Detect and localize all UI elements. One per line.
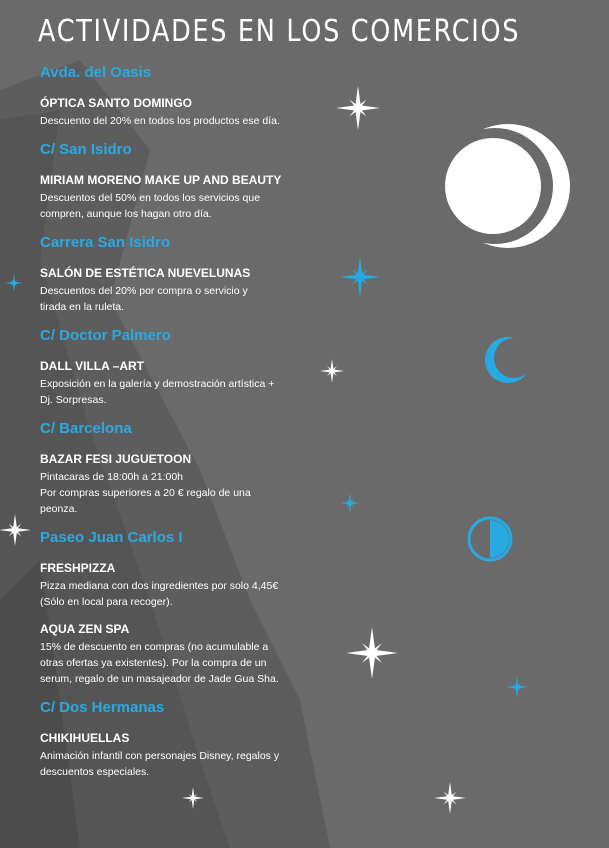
section-c-doctor-palmero	[40, 327, 310, 408]
section-carrera-san-isidro	[40, 234, 310, 315]
desc-line: Por compras superiores a 20 € regalo de una	[40, 487, 251, 499]
desc-line: 15% de descuento en compras (no acumulable a	[40, 641, 269, 653]
shop-entry	[40, 173, 310, 222]
section-c-barcelona	[40, 420, 310, 517]
shop-description	[40, 578, 310, 610]
section-paseo-juan-carlos-i	[40, 529, 310, 687]
desc-line: Descuentos del 50% en todos los servicios que	[40, 192, 261, 204]
shop-name: MIRIAM MORENO MAKE UP AND BEAUTY	[40, 173, 282, 187]
street-heading: Carrera San Isidro	[40, 234, 171, 251]
shop-description	[40, 376, 310, 408]
shop-description	[40, 190, 310, 222]
section-c-san-isidro	[40, 141, 310, 222]
street-heading: C/ San Isidro	[40, 141, 132, 158]
desc-line: otras ofertas ya existentes). Por la compra de un	[40, 657, 267, 669]
shop-entry	[40, 96, 310, 129]
section-c-dos-hermanas	[40, 699, 310, 780]
shop-name: FRESHPIZZA	[40, 561, 116, 575]
shop-entry	[40, 731, 310, 780]
shop-name: DALL VILLA –ART	[40, 359, 144, 373]
activities-list	[40, 64, 310, 792]
shop-entry	[40, 452, 310, 517]
street-heading: C/ Dos Hermanas	[40, 699, 165, 716]
page-title: ACTIVIDADES EN LOS COMERCIOS	[38, 14, 521, 49]
section-avda-del-oasis	[40, 64, 310, 129]
shop-name: BAZAR FESI JUGUETOON	[40, 452, 192, 466]
desc-line: Exposición en la galería y demostración artística +	[40, 378, 275, 390]
shop-entry	[40, 622, 310, 687]
shop-name: AQUA ZEN SPA	[40, 622, 130, 636]
shop-entry	[40, 359, 310, 408]
shop-description	[40, 113, 310, 129]
street-heading: C/ Barcelona	[40, 420, 132, 437]
desc-line: tirada en la ruleta.	[40, 301, 125, 313]
desc-line: Animación infantil con personajes Disney, regalos y	[40, 750, 280, 762]
desc-line: Pizza mediana con dos ingredientes por solo 4,45€	[40, 580, 279, 592]
shop-name: SALÓN DE ESTÉTICA NUEVELUNAS	[40, 266, 251, 280]
street-heading: C/ Doctor Palmero	[40, 327, 171, 344]
desc-line: serum, regalo de un masajeador de Jade Gua Sha.	[40, 673, 279, 685]
desc-line: descuentos especiales.	[40, 766, 150, 778]
desc-line: Dj. Sorpresas.	[40, 394, 107, 406]
shop-description	[40, 748, 310, 780]
shop-description	[40, 469, 310, 517]
desc-line: Descuentos del 20% por compra o servicio y	[40, 285, 248, 297]
shop-entry	[40, 561, 310, 610]
shop-entry	[40, 266, 310, 315]
street-heading: Avda. del Oasis	[40, 64, 152, 81]
shop-description	[40, 639, 310, 687]
desc-line: compren, aunque los hagan otro día.	[40, 208, 212, 220]
desc-line: peonza.	[40, 503, 78, 515]
desc-line: Pintacaras de 18:00h a 21:00h	[40, 471, 184, 483]
shop-description	[40, 283, 310, 315]
shop-name: CHIKIHUELLAS	[40, 731, 130, 745]
shop-name: ÓPTICA SANTO DOMINGO	[40, 96, 193, 110]
desc-line: Descuento del 20% en todos los productos ese día.	[40, 115, 280, 127]
street-heading: Paseo Juan Carlos I	[40, 529, 183, 546]
desc-line: (Sólo en local para recoger).	[40, 596, 173, 608]
